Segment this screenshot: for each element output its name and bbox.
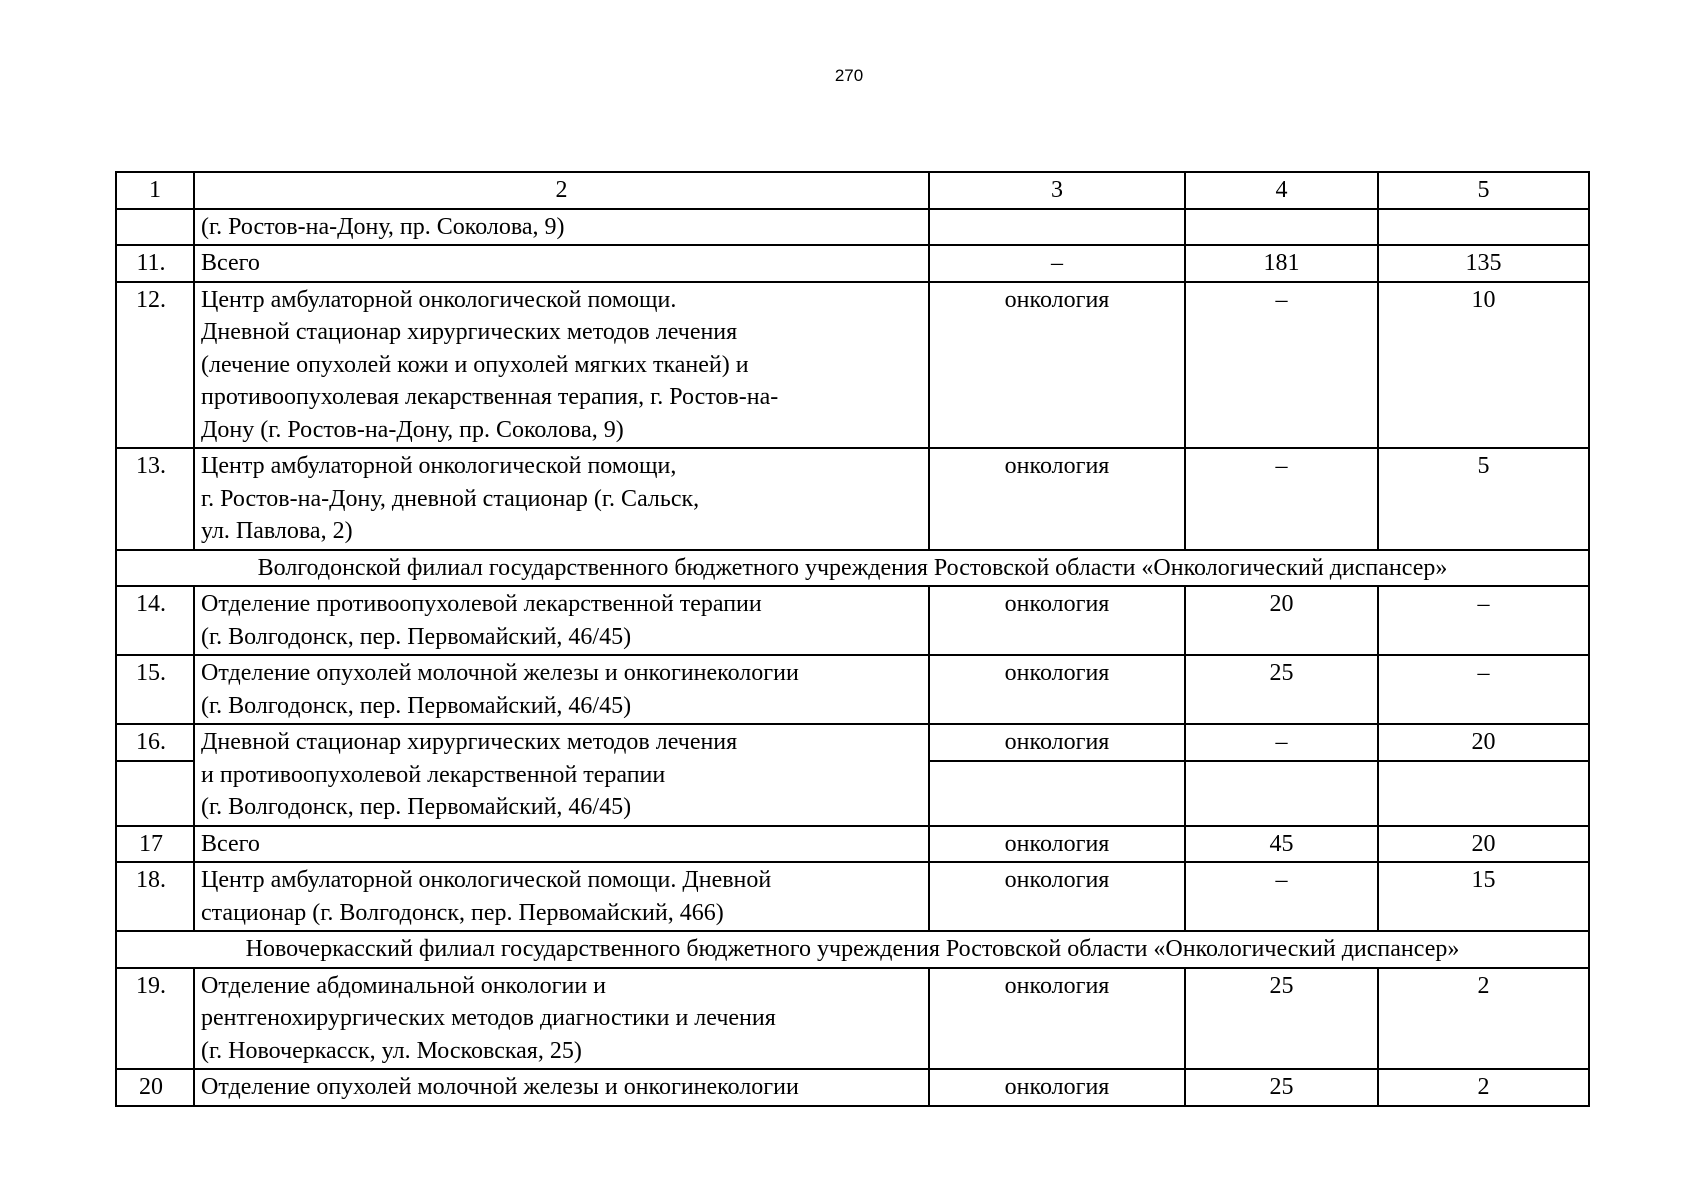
table-row — [116, 1069, 1589, 1106]
row-number — [116, 209, 194, 246]
header-cell: 3 — [929, 172, 1185, 209]
row-col5 — [1378, 209, 1589, 246]
row-col5: 2 — [1378, 1069, 1589, 1106]
name-line: г. Ростов-на-Дону, дневной стационар (г. Сальск, — [201, 485, 700, 512]
name-line: Отделение абдоминальной онкологии и — [201, 972, 607, 999]
row-col5: 135 — [1378, 245, 1589, 282]
row-number: 15. — [116, 655, 194, 724]
name-line: (г. Новочеркасск, ул. Московская, 25) — [201, 1037, 582, 1064]
name-line: Центр амбулаторной онкологической помощи, — [201, 453, 677, 479]
row-col5: 20 — [1378, 826, 1589, 863]
row-col4 — [1185, 761, 1378, 825]
row-col5: – — [1378, 586, 1589, 655]
table-header-row — [116, 172, 1589, 209]
row-profile: онкология — [929, 862, 1185, 931]
table-row — [116, 655, 1589, 724]
section-title: Новочеркасский филиал государственного бюджетного учреждения Ростовской области «Онкологический диспансер» — [116, 931, 1589, 968]
row-number — [116, 761, 194, 825]
row-name — [194, 282, 929, 449]
name-line: Отделение противоопухолевой лекарственной терапии — [201, 591, 762, 617]
row-col5: 10 — [1378, 282, 1589, 449]
row-profile: онкология — [929, 655, 1185, 724]
name-line: (лечение опухолей кожи и опухолей мягких тканей) и — [201, 351, 749, 378]
name-line: Центр амбулаторной онкологической помощи. — [201, 286, 677, 313]
name-line: стационар (г. Волгодонск, пер. Первомайский, 466) — [201, 899, 724, 926]
name-line: и противоопухолевой лекарственной терапии — [201, 761, 666, 788]
row-profile: онкология — [929, 1069, 1185, 1106]
table-row — [116, 448, 1589, 550]
name-line: Дневной стационар хирургических методов лечения — [201, 319, 738, 345]
row-number: 13. — [116, 448, 194, 550]
row-col5: 20 — [1378, 724, 1589, 761]
row-name: Всего — [194, 245, 929, 282]
row-col5: 15 — [1378, 862, 1589, 931]
row-profile: – — [929, 245, 1185, 282]
row-col4: – — [1185, 724, 1378, 761]
name-line: (г. Волгодонск, пер. Первомайский, 46/45) — [201, 692, 632, 719]
section-row — [116, 931, 1589, 968]
row-col4: – — [1185, 282, 1378, 449]
row-name: (г. Ростов-на-Дону, пр. Соколова, 9) — [194, 209, 929, 246]
header-cell: 5 — [1378, 172, 1589, 209]
row-name — [194, 862, 929, 931]
row-col4: 25 — [1185, 655, 1378, 724]
table-row — [116, 282, 1589, 449]
header-cell: 4 — [1185, 172, 1378, 209]
table-row — [116, 862, 1589, 931]
row-name: Всего — [194, 826, 929, 863]
row-name — [194, 968, 929, 1070]
row-col4: 25 — [1185, 968, 1378, 1070]
row-name — [194, 655, 929, 724]
row-number: 16. — [116, 724, 194, 761]
name-line: ул. Павлова, 2) — [201, 518, 353, 544]
row-col5: – — [1378, 655, 1589, 724]
row-number: 18. — [116, 862, 194, 931]
row-number: 12. — [116, 282, 194, 449]
table-row — [116, 586, 1589, 655]
name-line: (г. Волгодонск, пер. Первомайский, 46/45) — [201, 794, 632, 820]
row-col4: – — [1185, 448, 1378, 550]
name-line: Дону (г. Ростов-на-Дону, пр. Соколова, 9) — [201, 416, 624, 443]
page-number: 270 — [834, 66, 864, 85]
row-profile — [929, 761, 1185, 825]
name-line: противоопухолевая лекарственная терапия, г. Ростов-на- — [201, 384, 779, 410]
table-row — [116, 826, 1589, 863]
row-col4: 181 — [1185, 245, 1378, 282]
section-title: Волгодонской филиал государственного бюджетного учреждения Ростовской области «Онкологический диспансер» — [116, 550, 1589, 587]
facilities-table — [115, 171, 1590, 1107]
header-cell: 1 — [116, 172, 194, 209]
row-number: 19. — [116, 968, 194, 1070]
row-col5 — [1378, 761, 1589, 825]
row-profile — [929, 209, 1185, 246]
name-line: рентгенохирургических методов диагностики и лечения — [201, 1005, 776, 1031]
table-row — [116, 245, 1589, 282]
row-profile: онкология — [929, 826, 1185, 863]
row-col4 — [1185, 209, 1378, 246]
row-name — [194, 586, 929, 655]
row-col5: 2 — [1378, 968, 1589, 1070]
row-name — [194, 448, 929, 550]
row-col5: 5 — [1378, 448, 1589, 550]
name-line: Центр амбулаторной онкологической помощи. Дневной — [201, 867, 772, 893]
row-number: 14. — [116, 586, 194, 655]
row-number: 11. — [116, 245, 194, 282]
row-profile: онкология — [929, 724, 1185, 761]
section-row — [116, 550, 1589, 587]
table-row — [116, 209, 1589, 246]
row-number: 17 — [116, 826, 194, 863]
row-name — [194, 724, 929, 826]
row-name: Отделение опухолей молочной железы и онкогинекологии — [194, 1069, 929, 1106]
row-col4: 25 — [1185, 1069, 1378, 1106]
table-row — [116, 968, 1589, 1070]
name-line: Дневной стационар хирургических методов лечения — [201, 729, 738, 755]
row-profile: онкология — [929, 282, 1185, 449]
row-number: 20 — [116, 1069, 194, 1106]
row-col4: 20 — [1185, 586, 1378, 655]
row-col4: – — [1185, 862, 1378, 931]
table-row — [116, 724, 1589, 761]
row-profile: онкология — [929, 448, 1185, 550]
row-profile: онкология — [929, 968, 1185, 1070]
name-line: (г. Волгодонск, пер. Первомайский, 46/45) — [201, 623, 632, 650]
row-profile: онкология — [929, 586, 1185, 655]
name-line: Отделение опухолей молочной железы и онкогинекологии — [201, 660, 799, 686]
row-col4: 45 — [1185, 826, 1378, 863]
header-cell: 2 — [194, 172, 929, 209]
